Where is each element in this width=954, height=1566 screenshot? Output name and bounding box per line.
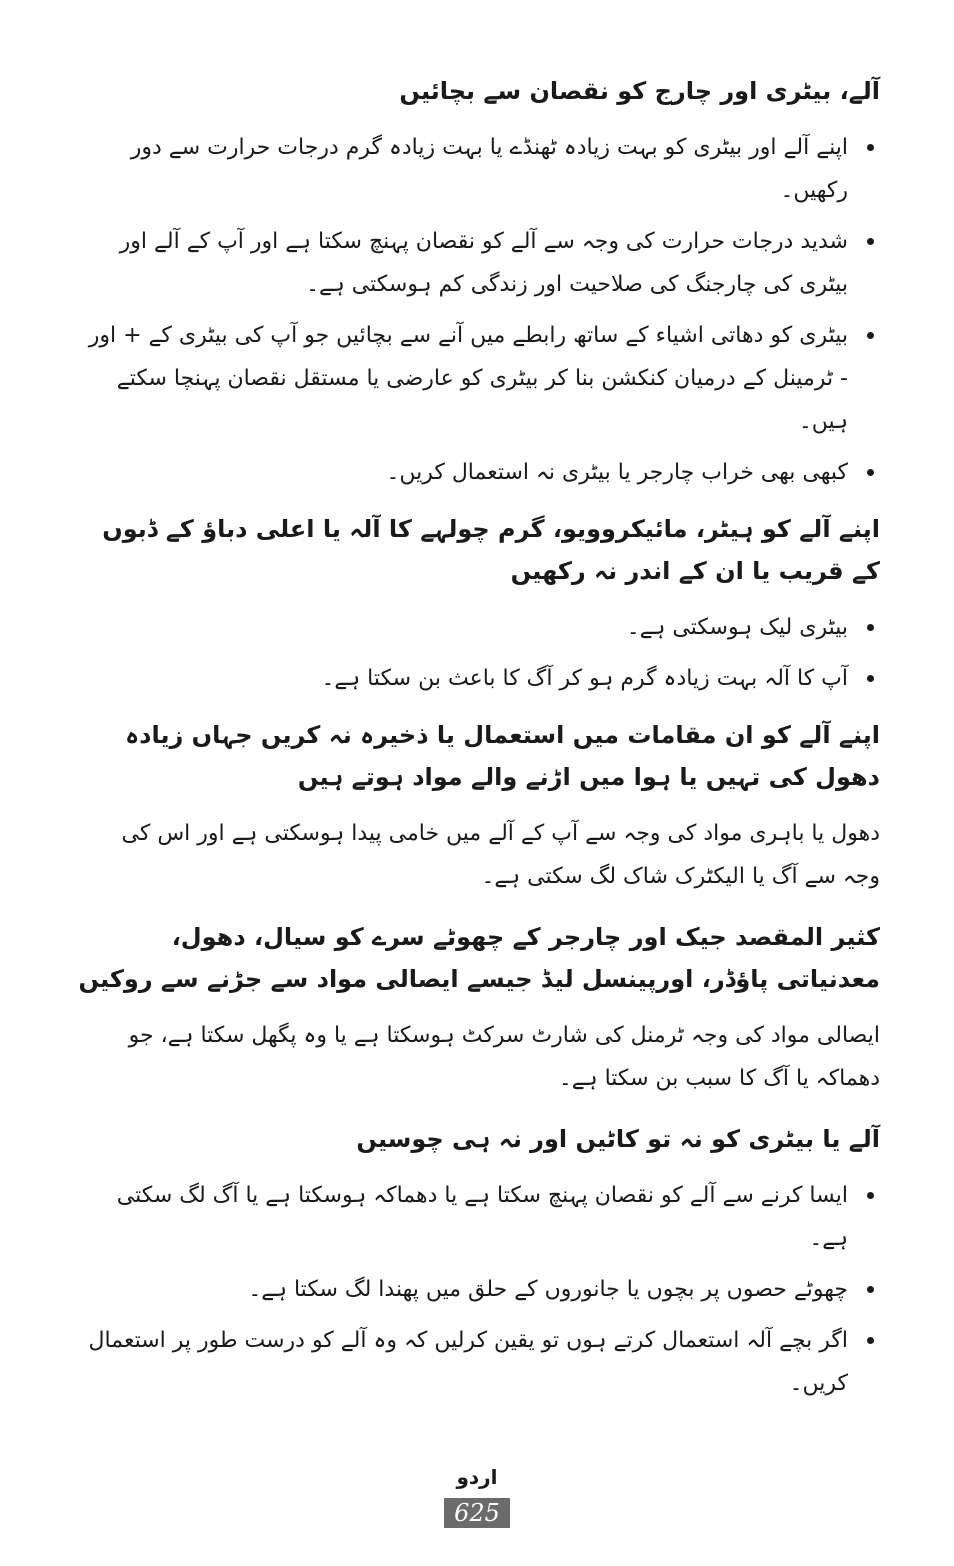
bullet-dot-icon: [867, 675, 874, 682]
section-heat-sources: [78, 508, 880, 700]
bullet-text: بیٹری کو دھاتی اشیاء کے ساتھ رابطے میں آنے سے بچائیں جو آپ کی بیٹری کے + اور - ٹرمینل کے درمیان کنکشن بنا کر بیٹری کو عارضی یا مستقل نقصان پہنچا سکتے ہیں۔: [88, 323, 848, 434]
section-paragraph: دھول یا باہری مواد کی وجہ سے آپ کے آلے میں خامی پیدا ہوسکتی ہے اور اس کی وجہ سے آگ یا الیکٹرک شاک لگ سکتی ہے۔: [121, 821, 880, 889]
section-heading: اپنے آلے کو ہیٹر، مائیکروویو، گرم چولہے کا آلہ یا اعلی دباؤ کے ڈبوں کے قریب یا ان کے اندر نہ رکھیں: [102, 515, 880, 585]
page-number-badge: 625: [444, 1498, 510, 1528]
bullet-item: [78, 314, 880, 443]
document-body: [78, 70, 880, 1419]
bullet-dot-icon: [867, 1192, 874, 1199]
page-footer: [0, 1462, 954, 1528]
bullet-text: ایسا کرنے سے آلے کو نقصان پہنچ سکتا ہے یا دھماکہ ہوسکتا ہے یا آگ لگ سکتی ہے۔: [116, 1183, 848, 1251]
bullet-item: [78, 126, 880, 212]
bullet-dot-icon: [867, 1286, 874, 1293]
bullet-text: کبھی بھی خراب چارجر یا بیٹری نہ استعمال کریں۔: [386, 460, 848, 485]
bullet-dot-icon: [867, 469, 874, 476]
section-heading: اپنے آلے کو ان مقامات میں استعمال یا ذخیرہ نہ کریں جہاں زیادہ دھول کی تہیں یا ہوا میں اڑنے والے مواد ہوتے ہیں: [125, 721, 880, 791]
section-conductive-materials: [78, 916, 880, 1100]
bullet-text: آپ کا آلہ بہت زیادہ گرم ہو کر آگ کا باعث بن سکتا ہے۔: [321, 666, 848, 691]
bullet-list: [78, 1174, 880, 1405]
section-heading: آلے، بیٹری اور چارج کو نقصان سے بچائیں: [399, 77, 880, 105]
bullet-dot-icon: [867, 624, 874, 631]
bullet-item: [78, 657, 880, 700]
bullet-text: اگر بچے آلہ استعمال کرتے ہوں تو یقین کرلیں کہ وہ آلے کو درست طور پر استعمال کریں۔: [88, 1328, 848, 1396]
section-heading: آلے یا بیٹری کو نہ تو کاٹیں اور نہ ہی چوسیں: [356, 1125, 880, 1153]
bullet-text: چھوٹے حصوں پر بچوں یا جانوروں کے حلق میں پھندا لگ سکتا ہے۔: [248, 1277, 848, 1302]
bullet-dot-icon: [867, 1337, 874, 1344]
bullet-item: [78, 1268, 880, 1311]
bullet-item: [78, 1174, 880, 1260]
section-paragraph: ایصالی مواد کی وجہ ٹرمنل کی شارٹ سرکٹ ہوسکتا ہے یا وہ پگھل سکتا ہے، جو دھماکہ یا آگ کا سبب بن سکتا ہے۔: [128, 1023, 880, 1091]
bullet-text: شدید درجات حرارت کی وجہ سے آلے کو نقصان پہنچ سکتا ہے اور آپ کے آلے اور بیٹری کی چارجنگ کی صلاحیت اور زندگی کم ہوسکتی ہے۔: [119, 229, 848, 297]
section-protect-device: [78, 70, 880, 494]
bullet-item: [78, 451, 880, 494]
bullet-dot-icon: [867, 238, 874, 245]
section-heading: کثیر المقصد جیک اور چارجر کے چھوٹے سرے کو سیال، دھول، معدنیاتی پاؤڈر، اورپینسل لیڈ جیسے ایصالی مواد سے جڑنے سے روکیں: [78, 923, 880, 993]
bullet-dot-icon: [867, 144, 874, 151]
bullet-dot-icon: [867, 332, 874, 339]
bullet-list: [78, 606, 880, 700]
section-do-not-bite: [78, 1118, 880, 1405]
bullet-list: [78, 126, 880, 494]
bullet-item: [78, 1319, 880, 1405]
bullet-text: اپنے آلے اور بیٹری کو بہت زیادہ ٹھنڈے یا بہت زیادہ گرم درجات حرارت سے دور رکھیں۔: [130, 135, 848, 203]
bullet-item: [78, 606, 880, 649]
bullet-text: بیٹری لیک ہوسکتی ہے۔: [626, 615, 848, 640]
section-dust: [78, 714, 880, 898]
footer-language-label: اردو: [456, 1465, 498, 1489]
bullet-item: [78, 220, 880, 306]
